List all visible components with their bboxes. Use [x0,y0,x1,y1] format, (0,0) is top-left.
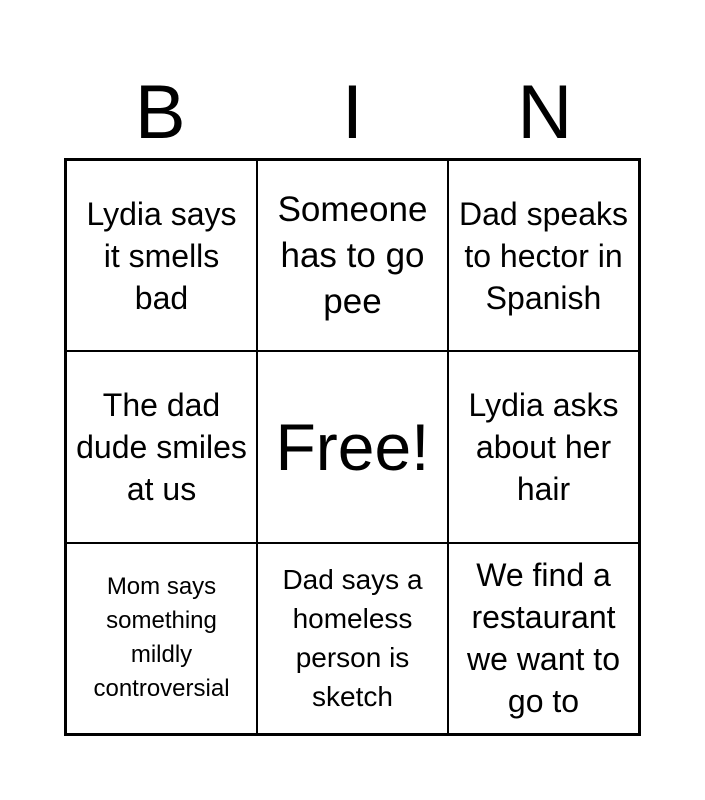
bingo-cell[interactable] [257,543,448,734]
bingo-cell-text: The dad dude smiles at us [76,386,247,507]
bingo-cell-text: Dad says a homeless person is sketch [282,564,423,713]
header-letter-b: B [134,70,186,155]
free-space-text: Free! [275,409,430,484]
bingo-grid [64,158,641,736]
bingo-cell-text: Lydia says it smells bad [86,195,237,316]
header-letter-i: I [341,70,364,155]
bingo-cell[interactable] [66,543,257,734]
bingo-header [64,68,641,158]
bingo-cell[interactable] [448,543,639,734]
bingo-cell[interactable] [66,351,257,542]
bingo-cell-text: Lydia asks about her hair [468,386,619,507]
bingo-cell-text: Someone has to go pee [277,189,428,321]
bingo-cell-text: Mom says something mildly controversial [93,573,230,703]
header-letter-n: N [517,70,573,155]
bingo-cell-text: We find a restaurant we want to go to [467,557,620,720]
bingo-cell[interactable] [66,160,257,351]
bingo-cell[interactable] [448,160,639,351]
bingo-cell[interactable] [448,351,639,542]
bingo-cell[interactable] [257,160,448,351]
bingo-cell-text: Dad speaks to hector in Spanish [459,195,628,316]
free-space-cell[interactable] [257,351,448,542]
